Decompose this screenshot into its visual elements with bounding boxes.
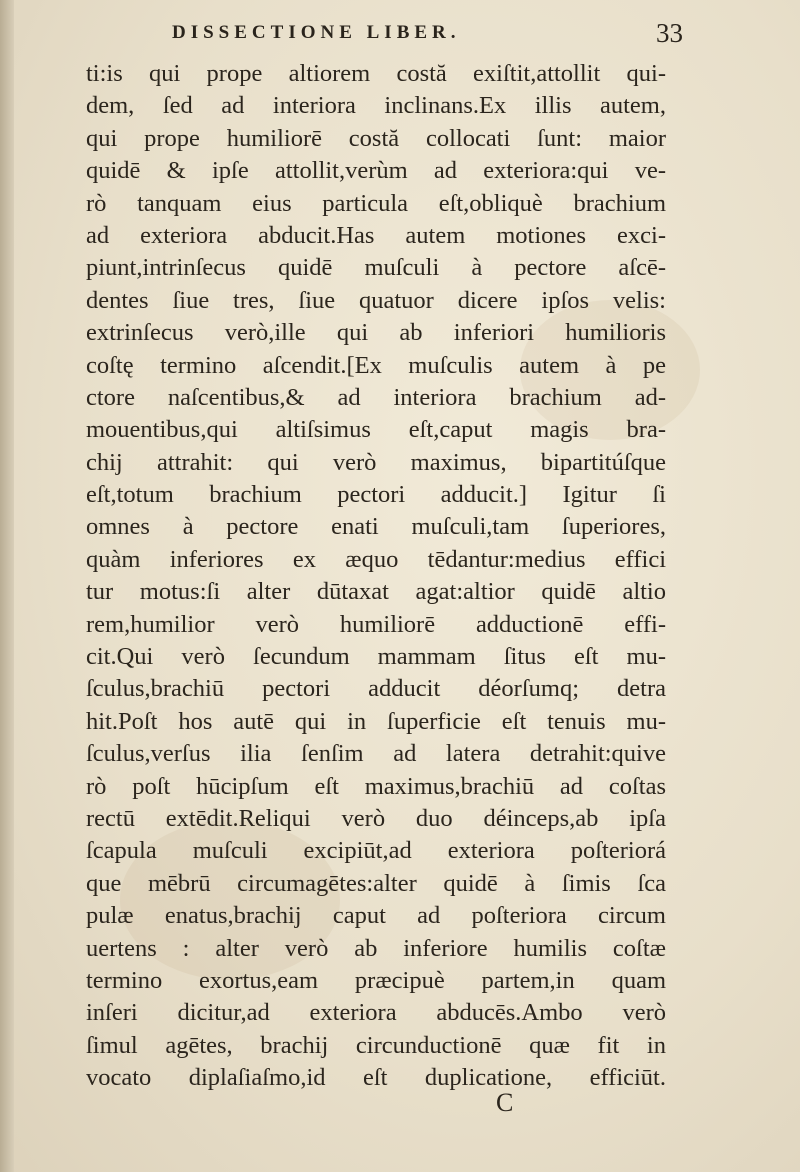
- text-line: vocato diplaſiaſmo,id eſt duplicatione, efficiūt.: [86, 1064, 666, 1092]
- text-line: termino exortus,eam præcipuè partem,in quam: [86, 966, 666, 994]
- page-header: [0, 18, 800, 54]
- text-line: ad exteriora abducit.Has autem motiones exci-: [86, 221, 666, 249]
- text-line: eſt,totum brachium pectori adducit.] Igitur ſi: [86, 481, 666, 509]
- text-line: rem,humilior verò humiliorē adductionē effi-: [86, 610, 666, 638]
- text-line: piunt,intrinſecus quidē muſculi à pectore aſcē-: [86, 254, 666, 282]
- text-line: extrinſecus verò,ille qui ab inferiori humilioris: [86, 319, 666, 347]
- text-line: chij attrahit: qui verò maximus, bipartitúſque: [86, 448, 666, 476]
- text-line: qui prope humiliorē costă collocati ſunt: maior: [86, 124, 666, 152]
- text-line: rectū extēdit.Reliqui verò duo déinceps,ab ipſa: [86, 804, 666, 832]
- page-gutter: [0, 0, 14, 1172]
- text-line: ctore naſcentibus,& ad interiora brachium ad-: [86, 383, 666, 411]
- body-text: [86, 58, 666, 1095]
- text-line: dentes ſiue tres, ſiue quatuor dicere ipſos velis:: [86, 286, 666, 314]
- text-line: rò poſt hūcipſum eſt maximus,brachiū ad coſtas: [86, 772, 666, 800]
- text-line: mouentibus,qui altiſsimus eſt,caput magis bra-: [86, 416, 666, 444]
- running-head: DISSECTIONE LIBER.: [172, 22, 461, 43]
- text-line: omnes à pectore enati muſculi,tam ſuperiores,: [86, 513, 666, 541]
- text-line: ſculus,brachiū pectori adducit déorſumq; detra: [86, 675, 666, 703]
- text-line: coſtę termino aſcendit.[Ex muſculis autem à pe: [86, 351, 666, 379]
- text-line: pulæ enatus,brachij caput ad poſteriora circum: [86, 902, 666, 930]
- text-line: cit.Qui verò ſecundum mammam ſitus eſt mu-: [86, 643, 666, 671]
- text-line: inſeri dicitur,ad exteriora abducēs.Ambo verò: [86, 999, 666, 1027]
- page-number: 33: [656, 18, 683, 48]
- text-line: ſcapula muſculi excipiūt,ad exteriora poſteriorá: [86, 837, 666, 865]
- text-line: ti:is qui prope altiorem costă exiſtit,attollit qui-: [86, 60, 666, 87]
- text-line: hit.Poſt hos autē qui in ſuperficie eſt tenuis mu-: [86, 707, 666, 735]
- text-line: dem, ſed ad interiora inclinans.Ex illis autem,: [86, 92, 666, 120]
- text-line: ſimul agētes, brachij circunductionē quæ fit in: [86, 1031, 666, 1059]
- text-line: quidē & ipſe attollit,verùm ad exteriora:qui ve-: [86, 157, 666, 185]
- text-line: tur motus:ſi alter dūtaxat agat:altior quidē altio: [86, 578, 666, 606]
- text-line: ſculus,verſus ilia ſenſim ad latera detrahit:quive: [86, 740, 666, 768]
- text-line: quàm inferiores ex æquo tēdantur:medius effici: [86, 545, 666, 573]
- text-line: rò tanquam eius particula eſt,obliquè brachium: [86, 189, 666, 217]
- catchword: C: [496, 1088, 514, 1117]
- text-line: que mēbrū circumagētes:alter quidē à ſimis ſca: [86, 869, 666, 897]
- text-line: uertens : alter verò ab inferiore humilis coſtæ: [86, 934, 666, 962]
